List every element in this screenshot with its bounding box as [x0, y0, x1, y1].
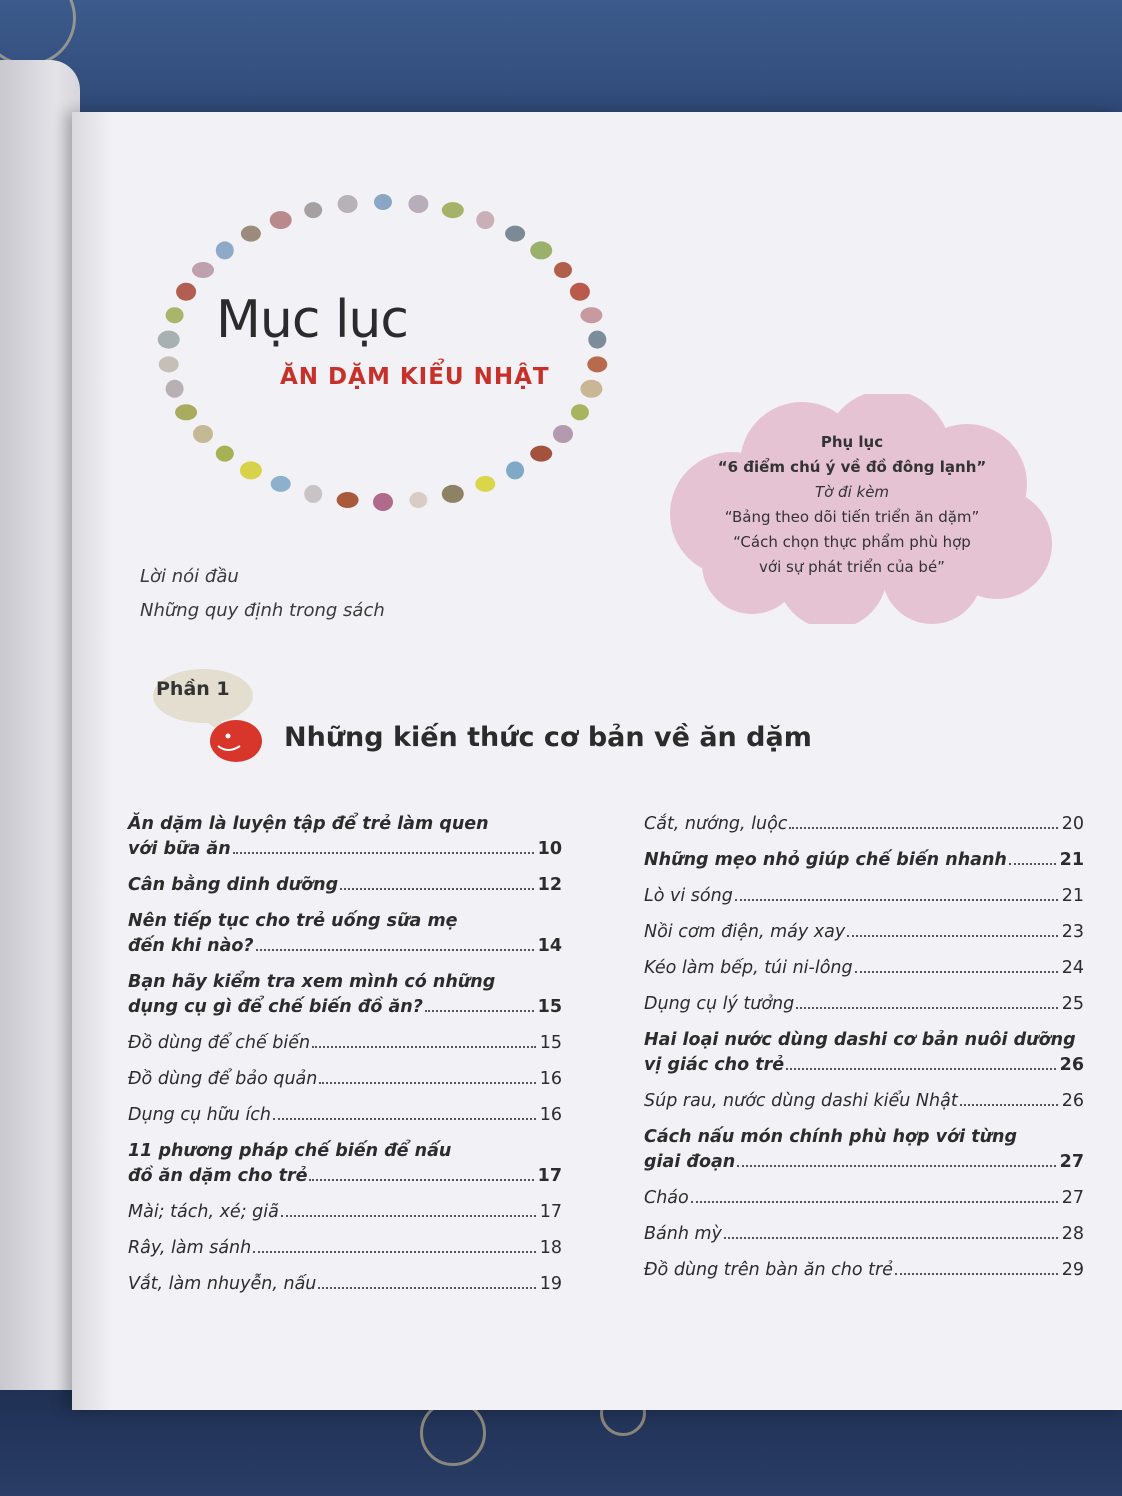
toc-entry[interactable]: [644, 1258, 1084, 1283]
toc-page-number: 18: [539, 1238, 562, 1258]
dot-leader: [318, 1286, 535, 1289]
ring-dot: [588, 331, 606, 349]
dot-leader: [253, 1250, 535, 1253]
toc-entry[interactable]: [128, 873, 562, 898]
previous-page-edge: [0, 60, 80, 1390]
dot-leader: [847, 934, 1057, 937]
toc-page-number: 28: [1061, 1224, 1084, 1244]
toc-page-number: 14: [537, 936, 562, 956]
toc-page-number: 20: [1061, 814, 1084, 834]
ring-dot: [166, 307, 184, 323]
toc-entry-label: Những mẹo nhỏ giúp chế biến nhanh: [644, 850, 1007, 870]
toc-entry-title-line: Hai loại nước dùng dashi cơ bản nuôi dưỡng: [644, 1030, 1076, 1050]
ring-dot: [241, 226, 261, 242]
ring-dot: [571, 404, 589, 420]
toc-entry-label: Lò vi sóng: [644, 886, 733, 906]
dot-leader: [319, 1081, 535, 1084]
ring-dot: [442, 202, 464, 218]
toc-page-number: 15: [537, 997, 562, 1017]
toc-left-column: [128, 812, 562, 1308]
appendix-line-1: “6 điểm chú ý về đồ đông lạnh”: [717, 458, 987, 476]
toc-entry-label: Đồ dùng trên bàn ăn cho trẻ: [644, 1260, 893, 1280]
part-title: Những kiến thức cơ bản về ăn dặm: [284, 722, 812, 753]
ring-dot: [270, 211, 292, 229]
dot-leader: [855, 970, 1058, 973]
toc-page-number: 21: [1061, 886, 1084, 906]
ring-dot: [530, 446, 552, 462]
toc-entry-label: dụng cụ gì để chế biến đồ ăn?: [128, 997, 423, 1017]
toc-entry[interactable]: [128, 1200, 562, 1225]
red-fish-icon: [208, 716, 264, 764]
toc-page-number: 24: [1061, 958, 1084, 978]
toc-entry[interactable]: [128, 909, 562, 959]
ring-dot: [373, 493, 393, 511]
toc-entry-label: Kéo làm bếp, túi ni-lông: [644, 958, 853, 978]
toc-entry-label: vị giác cho trẻ: [644, 1055, 785, 1075]
toc-entry[interactable]: [644, 848, 1084, 873]
toc-page-number: 19: [539, 1274, 562, 1294]
ring-dot: [271, 476, 291, 492]
dot-leader: [796, 1006, 1057, 1009]
toc-page-number: 15: [539, 1033, 562, 1053]
toc-entry[interactable]: [644, 1222, 1084, 1247]
dot-leader: [691, 1200, 1058, 1203]
ring-dot: [409, 492, 427, 508]
ring-dot: [506, 461, 524, 479]
dot-leader: [309, 1178, 533, 1181]
ring-dot: [337, 492, 359, 508]
dot-leader: [340, 887, 533, 890]
ring-dot: [304, 485, 322, 503]
ring-dot: [408, 195, 428, 213]
toc-entry[interactable]: [128, 1236, 562, 1261]
appendix-heading: Phụ lục: [820, 433, 884, 451]
dot-leader: [312, 1045, 536, 1048]
toc-entry[interactable]: [128, 1272, 562, 1297]
dot-leader: [724, 1236, 1058, 1239]
toc-entry[interactable]: [644, 956, 1084, 981]
toc-entry[interactable]: [128, 1103, 562, 1128]
appendix-line-2: Tờ đi kèm: [814, 483, 890, 501]
toc-entry-label: đến khi nào?: [128, 936, 254, 956]
dot-leader: [273, 1117, 536, 1120]
ring-dot: [216, 241, 234, 259]
toc-entry-label: Cân bằng dinh dưỡng: [128, 875, 339, 895]
toc-entry-label: giai đoạn: [644, 1152, 736, 1172]
ring-dot: [158, 331, 180, 349]
dot-leader: [1009, 862, 1056, 865]
toc-entry[interactable]: [644, 1125, 1084, 1175]
ring-dot: [192, 262, 214, 278]
toc-entry[interactable]: [128, 1139, 562, 1189]
appendix-line-3: “Bảng theo dõi tiến triển ăn dặm”: [724, 508, 980, 526]
ring-dot: [166, 380, 184, 398]
ring-dot: [374, 194, 392, 210]
toc-page-number: 17: [539, 1202, 562, 1222]
toc-right-column: [644, 812, 1084, 1294]
toc-entry-title-line: Ăn dặm là luyện tập để trẻ làm quen: [128, 814, 489, 834]
toc-entry-title-line: Nên tiếp tục cho trẻ uống sữa mẹ: [128, 911, 458, 931]
ring-dot: [175, 404, 197, 420]
ring-dot: [505, 226, 525, 242]
dot-leader: [786, 1067, 1056, 1070]
toc-page-number: 25: [1061, 994, 1084, 1014]
toc-entry-label: Cắt, nướng, luộc: [644, 814, 788, 834]
dot-leader: [256, 948, 534, 951]
toc-entry-label: Dụng cụ hữu ích: [128, 1105, 272, 1125]
toc-entry-title-line: Cách nấu món chính phù hợp với từng: [644, 1127, 1018, 1147]
part-label: Phần 1: [156, 678, 230, 700]
dot-leader: [735, 898, 1058, 901]
toc-entry[interactable]: [128, 1031, 562, 1056]
dot-leader: [789, 826, 1057, 829]
ring-dot: [193, 425, 213, 443]
toc-entry-label: Súp rau, nước dùng dashi kiểu Nhật: [644, 1091, 958, 1111]
page-gutter-shadow: [72, 112, 112, 1410]
dot-leader: [281, 1214, 536, 1217]
appendix-text: [672, 430, 1032, 580]
toc-entry-title-line: Bạn hãy kiểm tra xem mình có những: [128, 972, 496, 992]
toc-page-number: 16: [539, 1069, 562, 1089]
toc-page-number: 26: [1061, 1091, 1084, 1111]
background-fabric-top: [0, 0, 1122, 130]
appendix-line-5: với sự phát triển của bé”: [759, 558, 945, 576]
book-subtitle: ĂN DẶM KIỂU NHẬT: [280, 364, 550, 390]
ring-dot: [216, 446, 234, 462]
front-matter-list: [140, 560, 385, 628]
toc-page-number: 21: [1059, 850, 1084, 870]
toc-entry-label: Rây, làm sánh: [128, 1238, 252, 1258]
dot-leader: [425, 1009, 534, 1012]
ring-dot: [530, 241, 552, 259]
book-page: [72, 112, 1122, 1410]
toc-entry-label: với bữa ăn: [128, 839, 231, 859]
ring-dot: [304, 202, 322, 218]
front-matter-rules: Những quy định trong sách: [140, 600, 385, 621]
toc-entry-label: Cháo: [644, 1188, 689, 1208]
toc-entry[interactable]: [644, 992, 1084, 1017]
toc-entry[interactable]: [644, 1186, 1084, 1211]
toc-entry-label: Đồ dùng để chế biến: [128, 1033, 311, 1053]
toc-page-number: 26: [1059, 1055, 1084, 1075]
dotted-ring-decoration: [148, 182, 618, 522]
toc-entry[interactable]: [644, 1089, 1084, 1114]
page-title: Mục lục: [216, 290, 408, 350]
dot-leader: [960, 1103, 1058, 1106]
ring-dot: [570, 283, 590, 301]
dot-leader: [737, 1164, 1055, 1167]
toc-entry-label: đồ ăn dặm cho trẻ: [128, 1166, 308, 1186]
front-matter-preface: Lời nói đầu: [140, 566, 239, 587]
toc-entry[interactable]: [128, 1067, 562, 1092]
ring-dot: [240, 461, 262, 479]
toc-entry[interactable]: [128, 812, 562, 862]
ring-dot: [553, 425, 573, 443]
toc-entry-label: Vắt, làm nhuyễn, nấu: [128, 1274, 317, 1294]
ring-dot: [338, 195, 358, 213]
toc-entry[interactable]: [644, 884, 1084, 909]
toc-page-number: 16: [539, 1105, 562, 1125]
toc-entry[interactable]: [644, 1028, 1084, 1078]
toc-page-number: 29: [1061, 1260, 1084, 1280]
ring-dot: [475, 476, 495, 492]
toc-entry-title-line: 11 phương pháp chế biến để nấu: [128, 1141, 452, 1161]
ring-dot: [159, 356, 179, 372]
toc-page-number: 12: [537, 875, 562, 895]
toc-entry[interactable]: [644, 920, 1084, 945]
ring-dot: [442, 485, 464, 503]
toc-entry-label: Nồi cơm điện, máy xay: [644, 922, 846, 942]
ring-dot: [587, 356, 607, 372]
dot-leader: [895, 1272, 1058, 1275]
toc-entry-label: Đồ dùng để bảo quản: [128, 1069, 318, 1089]
ring-dot: [176, 283, 196, 301]
toc-page-number: 27: [1059, 1152, 1084, 1172]
toc-page-number: 17: [537, 1166, 562, 1186]
toc-entry-label: Mài; tách, xé; giã: [128, 1202, 279, 1222]
toc-entry[interactable]: [128, 970, 562, 1020]
toc-page-number: 27: [1061, 1188, 1084, 1208]
toc-entry[interactable]: [644, 812, 1084, 837]
ring-dot: [580, 380, 602, 398]
toc-entry-label: Bánh mỳ: [644, 1224, 722, 1244]
dot-leader: [233, 851, 534, 854]
appendix-line-4: “Cách chọn thực phẩm phù hợp: [733, 533, 971, 551]
toc-entry-label: Dụng cụ lý tưởng: [644, 994, 795, 1014]
ring-dot: [554, 262, 572, 278]
ring-dot: [476, 211, 494, 229]
toc-page-number: 23: [1061, 922, 1084, 942]
ring-dot: [580, 307, 602, 323]
toc-page-number: 10: [537, 839, 562, 859]
